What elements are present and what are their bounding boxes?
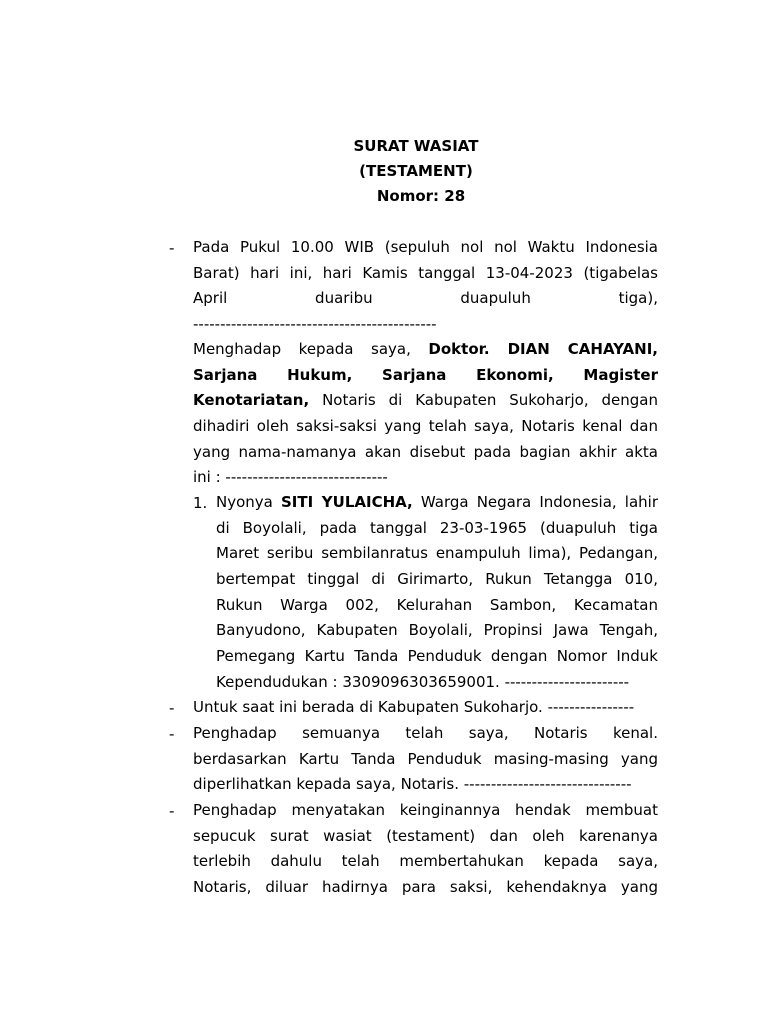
p1-word: duaribu — [315, 289, 373, 308]
title-line-2: (TESTAMENT) — [359, 162, 473, 180]
p5-line-4: Notaris, diluar hadirnya para saksi, kehendaknya yang — [193, 878, 658, 897]
paragraph-4 — [193, 721, 658, 798]
p4-line-2: berdasarkan Kartu Tanda Penduduk masing-masing yang — [193, 749, 658, 768]
item-1 — [216, 490, 658, 696]
item1-line-6: Banyudono, Kabupaten Boyolali, Propinsi Jawa Tengah, — [216, 621, 658, 640]
p1-line-3 — [193, 286, 658, 312]
p2-line-3 — [193, 388, 658, 414]
p4-word: kenal. — [612, 724, 658, 742]
bullet-dash: - — [169, 239, 175, 257]
bullet-dash: - — [169, 725, 175, 743]
p2-text: Menghadap kepada saya, — [193, 340, 411, 358]
item1-line-8: Kependudukan : 3309096303659001. ----------------------- — [216, 672, 630, 691]
p4-word: Notaris — [533, 724, 588, 742]
p5-line-2: sepucuk surat wasiat (testament) dan oleh karenanya — [193, 826, 658, 845]
p3-line-1: Untuk saat ini berada di Kabupaten Sukoharjo. ---------------- — [193, 698, 635, 716]
p2-line-5: yang nama-namanya akan disebut pada bagian akhir akta — [193, 442, 658, 461]
degree-word: Hukum, — [287, 365, 353, 384]
p4-word: saya, — [468, 724, 509, 742]
paragraph-5 — [193, 798, 658, 901]
p4-line-3: diperlihatkan kepada saya, Notaris. ------------------------------- — [193, 775, 632, 794]
p2-line-1 — [193, 337, 658, 363]
item1-line-5: Rukun Warga 002, Kelurahan Sambon, Kecamatan — [216, 595, 658, 614]
item1-line-3: Maret seribu sembilanratus enampuluh lima), Pedangan, — [216, 544, 658, 563]
p4-word: telah — [405, 724, 444, 742]
notary-name: Doktor. DIAN CAHAYANI, — [428, 340, 658, 358]
p2-text: Notaris di Kabupaten Sukoharjo, dengan — [322, 391, 658, 410]
paragraph-2 — [193, 337, 658, 491]
paragraph-3 — [193, 695, 658, 721]
item-number: 1. — [193, 494, 208, 512]
item1-line-7: Pemegang Kartu Tanda Penduduk dengan Nomor Induk — [216, 647, 658, 666]
degree-word: Sarjana — [193, 365, 258, 384]
bullet-dash: - — [169, 699, 175, 717]
p4-word: semuanya — [302, 724, 381, 742]
person-name: SITI YULAICHA, — [281, 493, 413, 511]
p1-line-1: Pada Pukul 10.00 WIB (sepuluh nol nol Waktu Indonesia — [193, 238, 658, 256]
bullet-dash: - — [169, 802, 175, 820]
item1-text: Warga Negara Indonesia, lahir — [420, 493, 658, 511]
p4-line-1 — [193, 721, 658, 747]
p2-line-2 — [193, 363, 658, 389]
p1-word: duapuluh — [460, 289, 531, 308]
p5-line-1: Penghadap menyatakan keinginannya hendak membuat — [193, 801, 658, 819]
item1-line-4: bertempat tinggal di Girimarto, Rukun Tetangga 010, — [216, 570, 658, 589]
p2-line-4: dihadiri oleh saksi-saksi yang telah saya, Notaris kenal dan — [193, 417, 658, 436]
p4-word: Penghadap — [193, 724, 277, 742]
degree-word: Sarjana — [382, 365, 447, 384]
degree-word: Ekonomi, — [476, 365, 554, 384]
p5-line-3: terlebih dahulu telah membertahukan kepada saya, — [193, 852, 658, 871]
degree-word: Magister — [583, 365, 658, 384]
p2-line-6: ini : ------------------------------ — [193, 468, 388, 487]
title-number: Nomor: 28 — [376, 187, 466, 205]
p1-word: tiga), — [618, 289, 658, 308]
p1-word: April — [193, 289, 228, 308]
p1-line-2: Barat) hari ini, hari Kamis tanggal 13-04-2023 (tigabelas — [193, 263, 658, 282]
paragraph-1 — [193, 235, 658, 338]
item1-line-2: di Boyolali, pada tanggal 23-03-1965 (duapuluh tiga — [216, 518, 658, 537]
title-line-1: SURAT WASIAT — [353, 137, 479, 155]
item1-text: Nyonya — [216, 493, 273, 511]
p1-line-4: --------------------------------------------- — [193, 315, 437, 334]
item1-line-1 — [216, 490, 658, 516]
degree-word: Kenotariatan, — [193, 391, 310, 410]
